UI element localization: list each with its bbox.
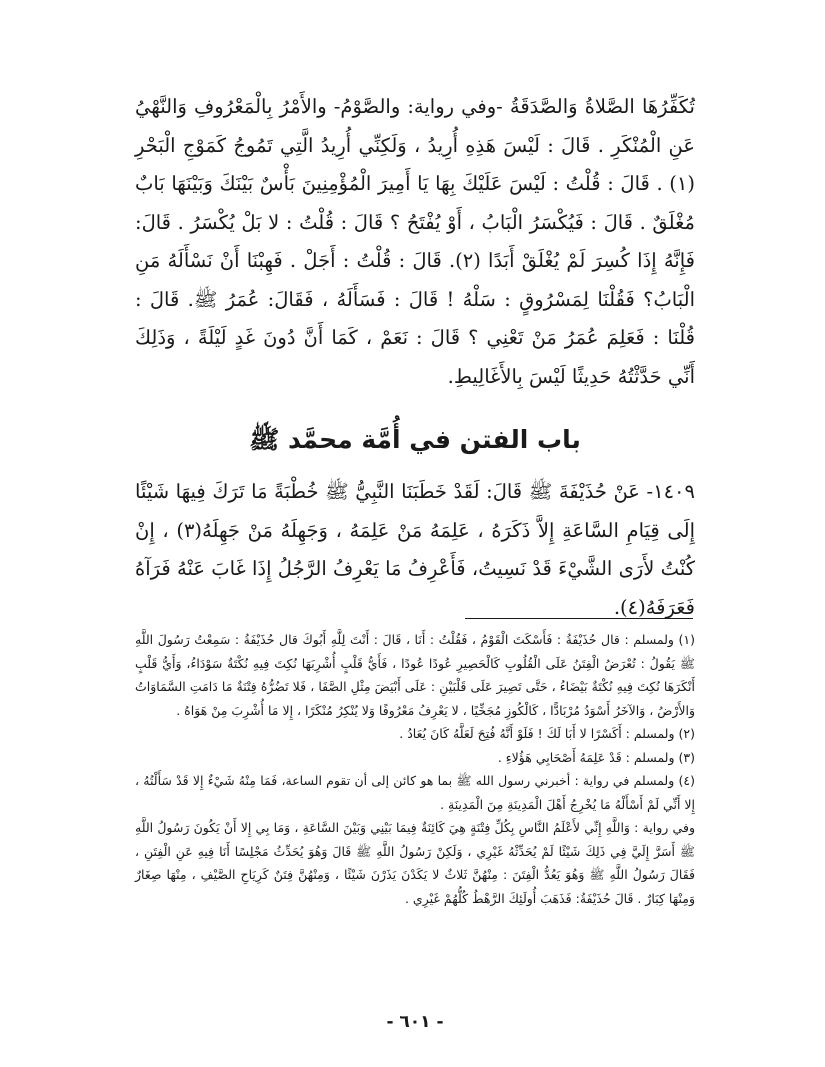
footnote-4-continued: وفي رواية : وَاللَّهِ إِنِّي لأَعْلَمُ النَّاسِ بِكُلِّ فِتْنَةٍ هِيَ كَائِنَةٌ فِيمَا بَيْنِي وَبَيْنَ السَّاعَةِ ، وَمَا بِي إِلا أَنْ يَكُونَ رَسُولُ اللَّهِ ﷺ أَسَرَّ إِلَيَّ فِي ذَلِكَ شَيْئًا لَمْ يُحَدِّثْهُ غَيْرِي ، وَلَكِنْ رَسُولُ اللَّهِ ﷺ قَالَ وَهُوَ يُحَدِّثُ مَجْلِسًا أَنَا فِيهِ عَنِ الْفِتَنِ ، فَقَالَ رَسُولُ اللَّهِ ﷺ وَهُوَ يَعُدُّ الْفِتَنَ : مِنْهُنَّ ثَلاثٌ لا يَكَدْنَ يَذَرْنَ شَيْئًا ، وَمِنْهُنَّ فِتَنٌ كَرِيَاحِ الصَّيْفِ ، مِنْهَا صِغَارٌ وَمِنْهَا كِبَارٌ . قَالَ حُذَيْفَةُ: فَذَهَبَ أُولَئِكَ الرَّهْطُ كُلُّهُمْ غَيْرِي . [135,820,695,906]
footnote-4: (٤) ولمسلم في رواية : أخبرني رسول الله ﷺ بما هو كائن إلى أن تقوم الساعة، فَمَا مِنْهُ شَيْءٌ إِلا قَدْ سَأَلْتُهُ ، إِلا أَنِّي لَمْ أَسْأَلْهُ مَا يُخْرِجُ أَهْلَ الْمَدِينَةِ مِنَ الْمَدِينَةِ . [135,773,695,812]
footnote-separator [465,618,693,619]
footnote-3: (٣) ولمسلم : قَدْ عَلِمَهُ أَصْحَابِي هَؤُلاءِ . [497,749,695,765]
footnotes-block [135,628,695,910]
chapter-heading: باب الفتن في أُمَّة محمَّد ﷺ [249,425,581,454]
hadith-block [135,473,695,627]
hadith-paragraph: ١٤٠٩- عَنْ حُذَيْفَةَ ﷺ قَالَ: لَقَدْ خَطَبَنَا النَّبِيُّ ﷺ خُطْبَةً مَا تَرَكَ فِيهَا شَيْئًا إِلَى قِيَامِ السَّاعَةِ إِلاَّ ذَكَرَهُ ، عَلِمَهُ مَنْ عَلِمَهُ ، وَجَهِلَهُ مَنْ جَهِلَهُ(٣) ، إِنْ كُنْتُ لأَرَى الشَّيْءَ قَدْ نَسِيتُ، فَأَعْرِفُ مَا يَعْرِفُ الرَّجُلُ إِذَا غَابَ عَنْهُ فَرَآهُ فَعَرَفَهُ(٤). [135,480,695,619]
footnote-1: (١) ولمسلم : قال حُذَيْفَةُ : فَأَسْكَتَ الْقَوْمُ ، فَقُلْتُ : أَنَا ، قَالَ : أَنْتَ لِلَّهِ أَبُوكَ قال حُذَيْفَةُ : سَمِعْتُ رَسُولَ اللَّهِ ﷺ يَقُولُ : تُعْرَضُ الْفِتَنُ عَلَى الْقُلُوبِ كَالْحَصِيرِ عُودًا عُودًا ، فَأَيُّ قَلْبٍ أُشْرِبَهَا نُكِتَ فِيهِ نُكْتَةٌ سَوْدَاءُ، وَأَيُّ قَلْبٍ أَنْكَرَهَا نُكِتَ فِيهِ نُكْتَةٌ بَيْضَاءُ ، حَتَّى تَصِيرَ عَلَى قَلْبَيْنِ : عَلَى أَبْيَضَ مِثْلِ الصَّفَا ، فَلا تَضُرُّهُ فِتْنَةٌ مَا دَامَتِ السَّمَاوَاتُ وَالأَرْضُ ، وَالآخَرُ أَسْوَدُ مُرْبَادًّا ، كَالْكُوزِ مُجَخِّيًا ، لا يَعْرِفُ مَعْرُوفًا وَلا يُنْكِرُ مُنْكَرًا ، إِلا مَا أُشْرِبَ مِنْ هَوَاهُ . [135,632,695,718]
footnote-2: (٢) ولمسلم : أَكَسْرًا لا أَبَا لَكَ ! فَلَوْ أَنَّهُ فُتِحَ لَعَلَّهُ كَانَ يُعَادُ . [399,726,695,741]
main-text-block [135,88,695,396]
main-paragraph: تُكَفِّرُهَا الصَّلاةُ وَالصَّدَقَةُ -وفي رواية: والصَّوْمُ- والأَمْرُ بِالْمَعْرُوفِ وَالنَّهْيُ عَنِ الْمُنْكَرِ . قَالَ : لَيْسَ هَذِهِ أُرِيدُ ، وَلَكِنِّي أُرِيدُ الَّتِي تَمُوجُ كَمَوْجِ الْبَحْرِ (١) . قَالَ : قُلْتُ : لَيْسَ عَلَيْكَ بِهَا يَا أَمِيرَ الْمُؤْمِنِينَ بَأْسٌ بَيْنَكَ وَبَيْنَهَا بَابٌ مُغْلَقٌ . قَالَ : فَيُكْسَرُ الْبَابُ ، أَوْ يُفْتَحُ ؟ قَالَ : قُلْتُ : لا بَلْ يُكْسَرُ . قَالَ: فَإِنَّهُ إِذَا كُسِرَ لَمْ يُغْلَقْ أَبَدًا (٢). قَالَ : قُلْتُ : أَجَلْ . فَهِبْنَا أَنْ نَسْأَلَهُ مَنِ الْبَابُ؟ فَقُلْنَا لِمَسْرُوقٍ : سَلْهُ ! قَالَ : فَسَأَلَهُ ، فَقَالَ: عُمَرُ ﷺ. قَالَ : قُلْنَا : فَعَلِمَ عُمَرُ مَنْ تَعْنِي ؟ قَالَ : نَعَمْ ، كَمَا أَنَّ دُونَ غَدٍ لَيْلَةً ، وَذَلِكَ أَنِّي حَدَّثْتُهُ حَدِيثًا لَيْسَ بِالأَغَالِيطِ. [135,95,695,388]
page-number: - ٦٠١ - [386,1012,444,1032]
